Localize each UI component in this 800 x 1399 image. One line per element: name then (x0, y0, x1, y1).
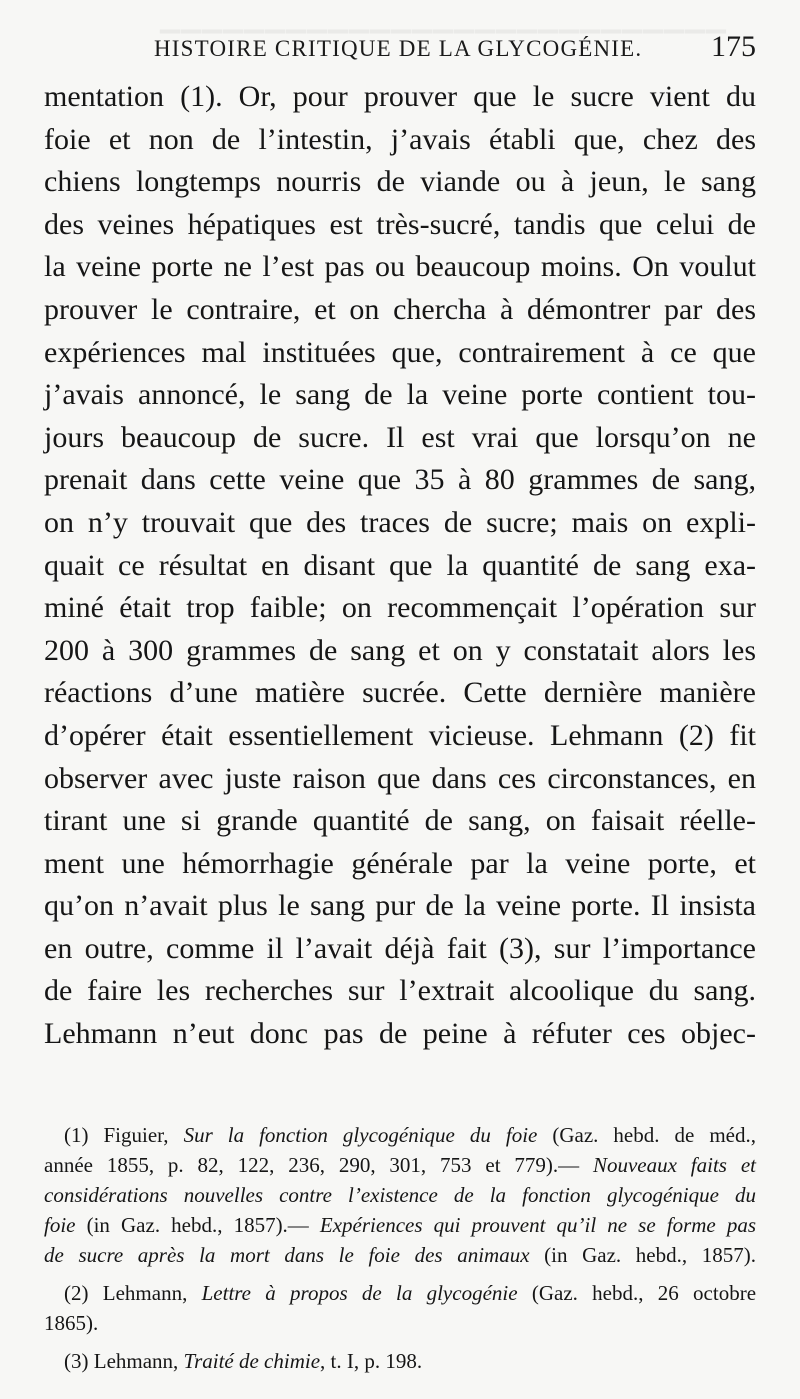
body-line: j’avais annoncé, le sang de la veine porte contient tou- (44, 378, 756, 412)
footnote-title: foie (44, 1213, 76, 1237)
body-line: observer avec juste raison que dans ces circonstances, en (44, 761, 756, 795)
body-line: réactions d’une matière sucrée. Cette dernière manière (44, 676, 756, 710)
body-line: prouver le contraire, et on chercha à démontrer par des (44, 292, 756, 326)
body-line: on n’y trouvait que des traces de sucre; mais on expli- (44, 505, 756, 539)
footnote-text: (Gaz. hebd. de méd., (537, 1123, 756, 1147)
footnote-line (44, 1240, 756, 1270)
footnote-line (44, 1210, 756, 1240)
body-line: tirant une si grande quantité de sang, on faisait réelle- (44, 804, 756, 838)
footnotes (44, 1120, 756, 1384)
running-title: HISTOIRE CRITIQUE DE LA GLYCOGÉNIE. (154, 36, 643, 61)
footnote-title: de sucre après la mort dans le foie des animaux (44, 1243, 530, 1267)
body-line: ment une hémorrhagie générale par la veine porte, et (44, 846, 756, 880)
footnote-title: Traité de chimie (183, 1349, 321, 1373)
footnote-text: , t. I, p. 198. (320, 1349, 423, 1373)
body-line: miné était trop faible; on recommençait l’opération sur (44, 591, 756, 625)
footnote-line (44, 1180, 756, 1210)
body-line: la veine porte ne l’est pas ou beaucoup moins. On voulut (44, 250, 756, 284)
footnote-title: Expériences qui prouvent qu’il ne se forme pas (319, 1213, 756, 1237)
footnote-1 (44, 1120, 756, 1270)
footnote-text: (1) Figuier, (64, 1123, 184, 1147)
footnote-line: 1865). (44, 1311, 99, 1335)
body-line: 200 à 300 grammes de sang et on y constatait alors les (44, 633, 756, 667)
footnote-line (44, 1346, 756, 1376)
body-line: chiens longtemps nourris de viande ou à jeun, le sang (44, 165, 756, 199)
footnote-text: (in Gaz. hebd., 1857). (529, 1243, 756, 1267)
page-header (44, 28, 756, 76)
footnote-text: (3) Lehmann, (64, 1349, 184, 1373)
footnote-line (44, 1120, 756, 1150)
footnote-text: (Gaz. hebd., 26 octobre (517, 1281, 757, 1305)
footnote-title: Sur la fonction glycogénique du foie (183, 1123, 538, 1147)
body-line: de faire les recherches sur l’extrait alcoolique du sang. (44, 974, 756, 1008)
footnote-text: année 1855, p. 82, 122, 236, 290, 301, 753 et 779).— (44, 1153, 593, 1177)
footnote-title: Nouveaux faits et (592, 1153, 756, 1177)
body-text (44, 76, 756, 1056)
body-line: foie et non de l’intestin, j’avais établi que, chez des (44, 122, 756, 156)
body-line: Lehmann n’eut donc pas de peine à réfuter ces objec- (44, 1017, 756, 1051)
footnote-text: (2) Lehmann, (64, 1281, 202, 1305)
footnote-line (44, 1150, 756, 1180)
footnote-line (44, 1278, 756, 1308)
body-line: des veines hépatiques est très-sucré, tandis que celui de (44, 207, 756, 241)
body-line: prenait dans cette veine que 35 à 80 grammes de sang, (44, 463, 756, 497)
body-line: quait ce résultat en disant que la quantité de sang exa- (44, 548, 756, 582)
footnote-title: Lettre à propos de la glycogénie (201, 1281, 518, 1305)
body-line: d’opérer était essentiellement vicieuse. Lehmann (2) fit (44, 718, 756, 752)
footnote-3 (44, 1346, 756, 1376)
body-line: en outre, comme il l’avait déjà fait (3), sur l’importance (44, 931, 756, 965)
footnote-2 (44, 1278, 756, 1338)
footnote-title: considérations nouvelles contre l’existence de la fonction glycogénique du (44, 1183, 756, 1207)
body-line: mentation (1). Or, pour prouver que le sucre vient du (44, 80, 756, 113)
bleed-through-texture: ▁▁▁▁▁▁▁▁▁▁▁▁▁▁▁▁▁▁▁▁▁▁▁▁▁▁▁ (160, 4, 727, 33)
footnote-text: (in Gaz. hebd., 1857).— (75, 1213, 320, 1237)
body-line: qu’on n’avait plus le sang pur de la veine porte. Il insista (44, 889, 756, 923)
body-line: jours beaucoup de sucre. Il est vrai que lorsqu’on ne (44, 420, 756, 454)
body-line: expériences mal instituées que, contrairement à ce que (44, 335, 756, 369)
page-number: 175 (711, 30, 756, 63)
